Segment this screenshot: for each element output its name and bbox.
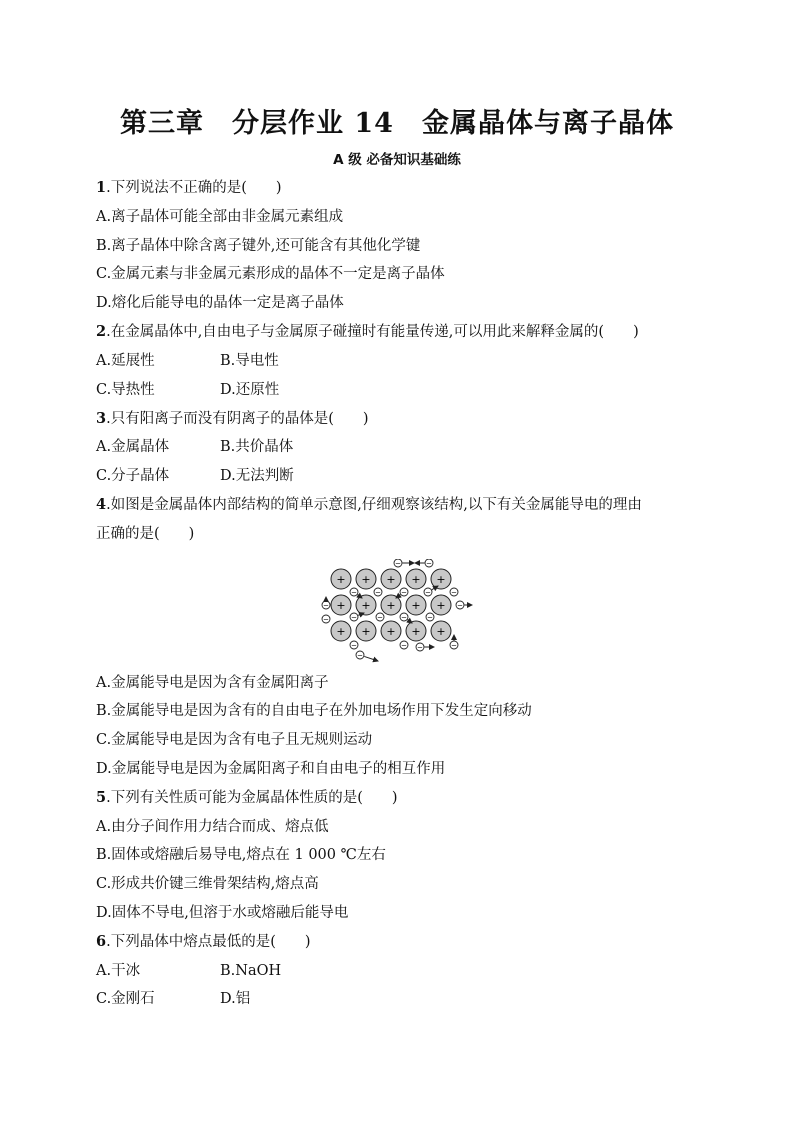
electron-minus-sign: −: [351, 588, 357, 597]
cation-plus-sign: +: [336, 599, 346, 612]
cation-plus-sign: +: [386, 625, 396, 638]
question-5-option-a: A.由分子间作用力结合而成、熔点低: [96, 819, 329, 835]
question-4-option-c: C.金属能导电是因为含有电子且无规则运动: [96, 732, 373, 748]
cation-plus-sign: +: [411, 599, 421, 612]
cation-group: [331, 569, 451, 641]
electron-minus-sign: −: [401, 613, 407, 622]
electron-minus-sign: −: [323, 601, 329, 610]
question-1-option-b: B.离子晶体中除含离子键外,还可能含有其他化学键: [96, 238, 421, 254]
electron-minus-sign: −: [323, 615, 329, 624]
electron-minus-sign: −: [395, 559, 401, 568]
cation-plus-sign: +: [361, 573, 371, 586]
question-5-option-d: D.固体不导电,但溶于水或熔融后能导电: [96, 905, 349, 921]
electron-motion-arrow: [364, 656, 378, 661]
question-1-option-c: C.金属元素与非金属元素形成的晶体不一定是离子晶体: [96, 266, 445, 282]
question-5-option-c: C.形成共价键三维骨架结构,熔点高: [96, 876, 319, 892]
electron-minus-sign: −: [357, 651, 363, 660]
cation-plus-sign: +: [361, 625, 371, 638]
question-number: 5: [96, 789, 107, 806]
question-3-option-a: A.金属晶体: [96, 439, 170, 455]
question-6-option-b: B.NaOH: [220, 963, 282, 979]
question-number: 6: [96, 933, 107, 950]
electron-minus-sign: −: [427, 613, 433, 622]
cation-plus-sign: +: [386, 573, 396, 586]
question-1-stem: 1.下列说法不正确的是( ): [96, 179, 282, 196]
question-number: 4: [96, 496, 107, 513]
question-6-option-a: A.干冰: [96, 963, 141, 979]
question-number: 3: [96, 410, 107, 427]
cation-plus-sign: +: [436, 573, 446, 586]
question-6-options-row-1: [96, 961, 282, 981]
question-2-options-row-1: [96, 351, 279, 371]
question-2-option-d: D.还原性: [220, 382, 280, 398]
question-3-option-b: B.共价晶体: [220, 439, 294, 455]
question-2-option-b: B.导电性: [220, 353, 279, 369]
electron-minus-sign: −: [457, 601, 463, 610]
electron-minus-sign: −: [351, 613, 357, 622]
question-6-stem: 6.下列晶体中熔点最低的是( ): [96, 933, 311, 950]
question-2-options-row-2: [96, 380, 280, 400]
electron-minus-sign: −: [377, 613, 383, 622]
electron-motion-arrow: [408, 620, 412, 623]
cation-plus-sign: +: [436, 599, 446, 612]
electron-minus-sign: −: [417, 643, 423, 652]
section-heading: A 级 必备知识基础练: [333, 152, 461, 168]
question-4-option-d: D.金属能导电是因为金属阳离子和自由电子的相互作用: [96, 761, 446, 777]
question-3-options-row-1: [96, 437, 294, 457]
question-4-stem-continued: 正确的是( ): [96, 526, 195, 542]
cation-plus-sign: +: [411, 625, 421, 638]
cation-plus-sign: +: [436, 625, 446, 638]
question-number: 2: [96, 323, 107, 340]
electron-minus-sign: −: [426, 559, 432, 568]
question-6-option-d: D.铝: [220, 991, 251, 1007]
question-6-option-c: C.金刚石: [96, 991, 155, 1007]
question-3-option-c: C.分子晶体: [96, 468, 170, 484]
question-3-stem: 3.只有阳离子而没有阴离子的晶体是( ): [96, 410, 369, 427]
question-number: 1: [96, 179, 107, 196]
question-1-option-a: A.离子晶体可能全部由非金属元素组成: [96, 209, 344, 225]
question-3-option-d: D.无法判断: [220, 468, 294, 484]
cation-plus-sign: +: [361, 599, 371, 612]
metal-crystal-svg: [318, 559, 478, 663]
electron-minus-sign: −: [401, 641, 407, 650]
question-5-stem: 5.下列有关性质可能为金属晶体性质的是( ): [96, 789, 398, 806]
cation-plus-sign: +: [411, 573, 421, 586]
metal-crystal-diagram: [318, 559, 478, 667]
question-4-option-b: B.金属能导电是因为含有的自由电子在外加电场作用下发生定向移动: [96, 703, 532, 719]
question-3-options-row-2: [96, 466, 294, 486]
cation-plus-sign: +: [336, 573, 346, 586]
electron-minus-sign: −: [451, 641, 457, 650]
cation-plus-sign: +: [386, 599, 396, 612]
question-4-option-a: A.金属能导电是因为含有金属阳离子: [96, 675, 329, 691]
electron-minus-sign: −: [375, 588, 381, 597]
question-4-stem: 4.如图是金属晶体内部结构的简单示意图,仔细观察该结构,以下有关金属能导电的理由: [96, 496, 642, 513]
question-1-option-d: D.熔化后能导电的晶体一定是离子晶体: [96, 295, 344, 311]
question-6-options-row-2: [96, 989, 251, 1009]
page-title: 第三章 分层作业 14 金属晶体与离子晶体: [120, 108, 674, 139]
question-5-option-b: B.固体或熔融后易导电,熔点在 1 000 ℃左右: [96, 847, 386, 863]
question-2-option-c: C.导热性: [96, 382, 155, 398]
electron-minus-sign: −: [425, 588, 431, 597]
electron-minus-sign: −: [401, 588, 407, 597]
electron-minus-sign: −: [351, 641, 357, 650]
cation-plus-sign: +: [336, 625, 346, 638]
question-2-stem: 2.在金属晶体中,自由电子与金属原子碰撞时有能量传递,可以用此来解释金属的( ): [96, 323, 639, 340]
electron-minus-sign: −: [451, 588, 457, 597]
question-2-option-a: A.延展性: [96, 353, 155, 369]
